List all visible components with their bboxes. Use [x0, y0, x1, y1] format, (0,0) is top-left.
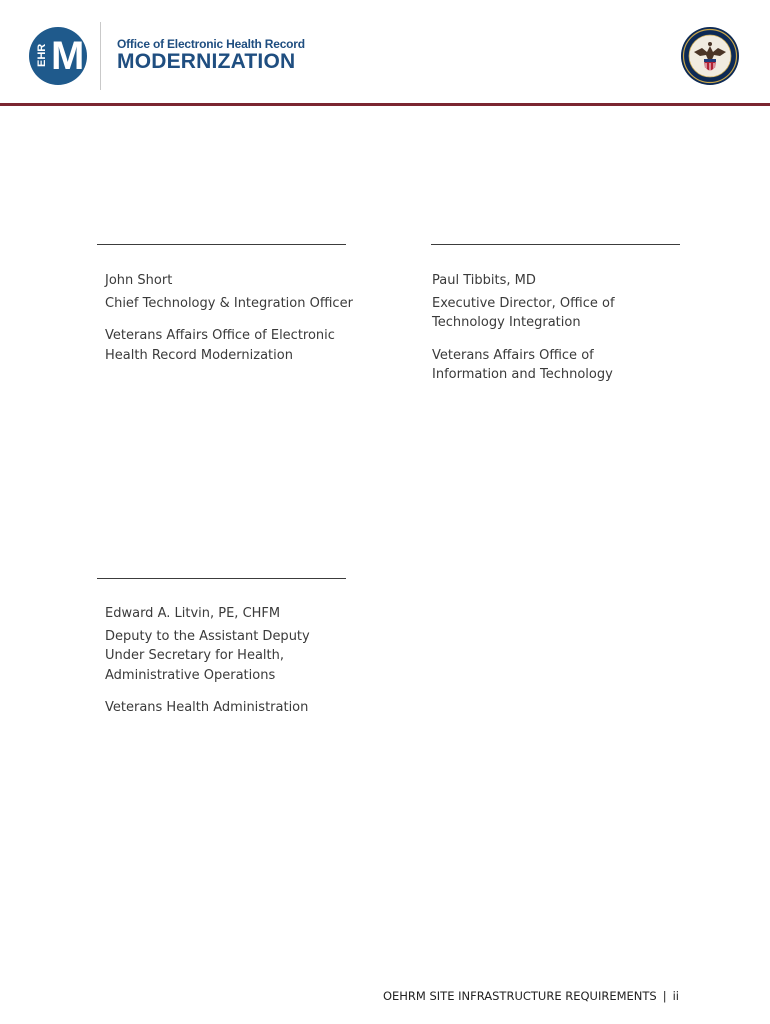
signature-block: [105, 604, 350, 718]
signatory-title: Deputy to the Assistant Deputy Under Secretary for Health, Administrative Operations: [105, 628, 310, 683]
signatory-name: Edward A. Litvin, PE, CHFM: [105, 606, 281, 621]
signatory-title: Executive Director, Office of Technology Integration: [432, 295, 615, 330]
signatory-organization: Veterans Affairs Office of Information and Technology: [432, 347, 613, 382]
header-rule: [0, 103, 770, 106]
footer-doc-title: OEHRM SITE INFRASTRUCTURE REQUIREMENTS: [382, 989, 657, 1003]
signatory-name: John Short: [105, 273, 173, 288]
footer-separator: |: [662, 989, 667, 1003]
signatory-name: Paul Tibbits, MD: [432, 273, 536, 288]
signatory-organization: Veterans Affairs Office of Electronic Health Record Modernization: [105, 328, 335, 363]
logo-ehr-text: EHR: [36, 43, 48, 67]
page-number: ii: [672, 989, 679, 1003]
signature-block: [432, 271, 622, 385]
brand-title: MODERNIZATION: [117, 50, 296, 73]
page-footer: [383, 989, 679, 1003]
ehrm-logo: [29, 27, 87, 85]
signature-line: [431, 244, 680, 245]
signature-block: [105, 271, 355, 365]
signature-line: [97, 244, 346, 245]
signature-line: [97, 578, 346, 579]
brand-subtitle: Office of Electronic Health Record: [117, 37, 305, 51]
logo-m-text: M: [51, 34, 85, 78]
signatory-organization: Veterans Health Administration: [105, 700, 309, 715]
page-header: [0, 0, 770, 104]
logo-divider: [100, 22, 101, 90]
va-seal-icon: [680, 26, 740, 86]
signatory-title: Chief Technology & Integration Officer: [105, 295, 353, 311]
